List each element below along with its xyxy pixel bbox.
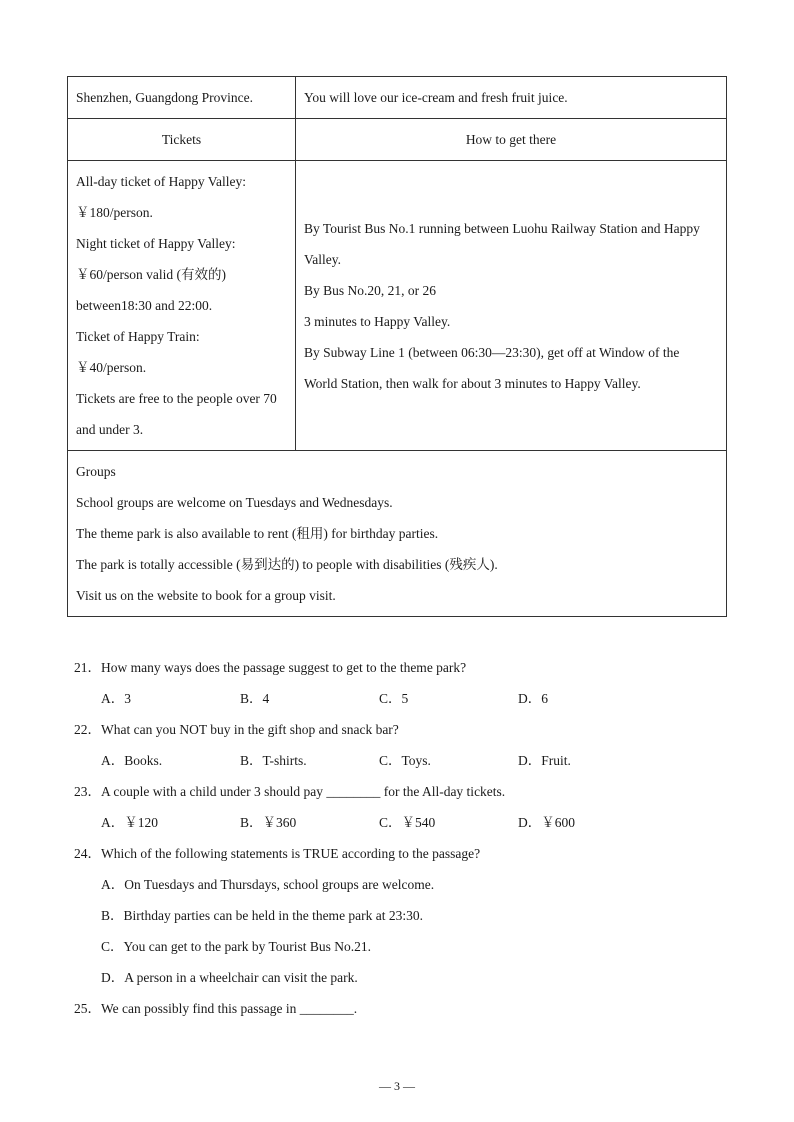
tickets-line: ￥40/person. — [76, 360, 147, 375]
option-b: B．4 — [240, 691, 270, 706]
option-d: D．A person in a wheelchair can visit the park. — [101, 970, 358, 985]
how-cell — [296, 161, 727, 451]
option-d: D．6 — [518, 691, 548, 706]
tickets-line: ￥180/person. — [76, 205, 153, 220]
tickets-cell — [68, 161, 296, 451]
option-c: C．￥540 — [379, 815, 436, 830]
option-a: A．Books. — [101, 753, 163, 768]
how-line: World Station, then walk for about 3 minutes to Happy Valley. — [304, 376, 641, 391]
question-23: 23．A couple with a child under 3 should pay ________ for the All-day tickets. — [74, 784, 506, 799]
questions-section — [74, 652, 734, 1024]
option-c: C．You can get to the park by Tourist Bus No.21. — [101, 939, 372, 954]
location-cell: Shenzhen, Guangdong Province. — [68, 77, 296, 119]
option-c: C．Toys. — [379, 753, 431, 768]
how-to-get-there-header: How to get there — [296, 119, 727, 161]
question-22: 22．What can you NOT buy in the gift shop and snack bar? — [74, 722, 399, 737]
info-table — [67, 76, 727, 617]
tickets-header: Tickets — [68, 119, 296, 161]
groups-title: Groups — [76, 464, 116, 479]
how-line: By Tourist Bus No.1 running between Luohu Railway Station and Happy — [304, 221, 700, 236]
tickets-line: ￥60/person valid (有效的) — [76, 267, 226, 282]
option-b: B．￥360 — [240, 815, 297, 830]
page-number: — 3 — — [379, 1079, 415, 1093]
tickets-line: between18:30 and 22:00. — [76, 298, 213, 313]
option-d: D．Fruit. — [518, 753, 571, 768]
question-21: 21．How many ways does the passage suggest to get to the theme park? — [74, 660, 467, 675]
tickets-line: Ticket of Happy Train: — [76, 329, 200, 344]
question-25: 25．We can possibly find this passage in ________. — [74, 1001, 358, 1016]
how-line: By Subway Line 1 (between 06:30—23:30), get off at Window of the — [304, 345, 680, 360]
tickets-line: Tickets are free to the people over 70 — [76, 391, 277, 406]
food-cell: You will love our ice-cream and fresh fruit juice. — [296, 77, 727, 119]
table-header-row — [68, 119, 727, 161]
question-24: 24．Which of the following statements is TRUE according to the passage? — [74, 846, 481, 861]
groups-line: The park is totally accessible (易到达的) to people with disabilities (残疾人). — [76, 557, 498, 572]
groups-cell — [68, 451, 727, 617]
how-line: Valley. — [304, 252, 341, 267]
tickets-line: Night ticket of Happy Valley: — [76, 236, 236, 251]
option-a: A．3 — [101, 691, 131, 706]
question-23-options — [74, 807, 734, 838]
option-a: A．On Tuesdays and Thursdays, school groups are welcome. — [101, 877, 435, 892]
table-row — [68, 77, 727, 119]
question-21-options — [74, 683, 734, 714]
groups-line: School groups are welcome on Tuesdays and Wednesdays. — [76, 495, 393, 510]
how-line: By Bus No.20, 21, or 26 — [304, 283, 437, 298]
option-b: B．T-shirts. — [240, 753, 307, 768]
how-line: 3 minutes to Happy Valley. — [304, 314, 451, 329]
option-a: A．￥120 — [101, 815, 158, 830]
table-row — [68, 161, 727, 451]
groups-line: The theme park is also available to rent (租用) for birthday parties. — [76, 526, 439, 541]
tickets-line: and under 3. — [76, 422, 144, 437]
tickets-line: All-day ticket of Happy Valley: — [76, 174, 246, 189]
groups-line: Visit us on the website to book for a group visit. — [76, 588, 336, 603]
table-row — [68, 451, 727, 617]
option-d: D．￥600 — [518, 815, 575, 830]
option-c: C．5 — [379, 691, 409, 706]
question-22-options — [74, 745, 734, 776]
option-b: B．Birthday parties can be held in the theme park at 23:30. — [101, 908, 424, 923]
